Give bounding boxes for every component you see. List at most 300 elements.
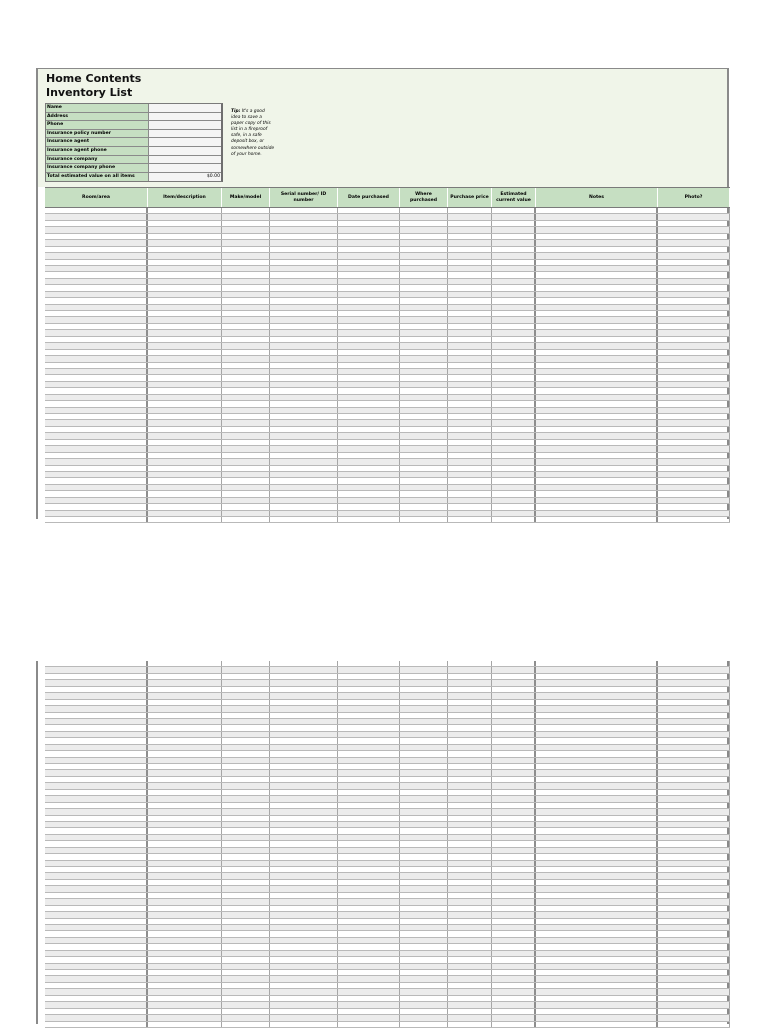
- table-cell[interactable]: [658, 880, 730, 885]
- table-cell[interactable]: [536, 854, 658, 859]
- table-cell[interactable]: [400, 912, 448, 917]
- table-cell[interactable]: [270, 459, 338, 464]
- table-cell[interactable]: [338, 783, 400, 788]
- table-cell[interactable]: [270, 783, 338, 788]
- table-cell[interactable]: [448, 745, 492, 750]
- table-cell[interactable]: [400, 401, 448, 406]
- table-cell[interactable]: [658, 466, 730, 471]
- table-cell[interactable]: [492, 401, 536, 406]
- table-cell[interactable]: [492, 1002, 536, 1007]
- table-cell[interactable]: [536, 758, 658, 763]
- table-cell[interactable]: [492, 970, 536, 975]
- table-cell[interactable]: [658, 330, 730, 335]
- table-cell[interactable]: [270, 732, 338, 737]
- table-cell[interactable]: [338, 388, 400, 393]
- table-cell[interactable]: [658, 433, 730, 438]
- table-cell[interactable]: [148, 453, 222, 458]
- table-cell[interactable]: [448, 835, 492, 840]
- table-cell[interactable]: [222, 861, 270, 866]
- table-cell[interactable]: [45, 337, 148, 342]
- table-cell[interactable]: [658, 803, 730, 808]
- table-cell[interactable]: [536, 770, 658, 775]
- table-cell[interactable]: [222, 899, 270, 904]
- table-cell[interactable]: [448, 931, 492, 936]
- table-cell[interactable]: [270, 247, 338, 252]
- table-cell[interactable]: [658, 491, 730, 496]
- table-cell[interactable]: [658, 504, 730, 509]
- table-cell[interactable]: [492, 693, 536, 698]
- table-cell[interactable]: [448, 854, 492, 859]
- table-cell[interactable]: [658, 272, 730, 277]
- table-cell[interactable]: [45, 867, 148, 872]
- table-cell[interactable]: [448, 285, 492, 290]
- table-cell[interactable]: [492, 1015, 536, 1020]
- table-cell[interactable]: [338, 401, 400, 406]
- table-cell[interactable]: [492, 687, 536, 692]
- table-cell[interactable]: [492, 350, 536, 355]
- table-cell[interactable]: [448, 861, 492, 866]
- table-cell[interactable]: [536, 803, 658, 808]
- table-cell[interactable]: [270, 498, 338, 503]
- table-cell[interactable]: [448, 848, 492, 853]
- table-cell[interactable]: [45, 466, 148, 471]
- table-cell[interactable]: [400, 674, 448, 679]
- table-cell[interactable]: [536, 240, 658, 245]
- table-cell[interactable]: [148, 886, 222, 891]
- table-cell[interactable]: [448, 375, 492, 380]
- table-cell[interactable]: [270, 208, 338, 213]
- table-cell[interactable]: [148, 356, 222, 361]
- table-cell[interactable]: [536, 388, 658, 393]
- table-cell[interactable]: [400, 796, 448, 801]
- table-cell[interactable]: [222, 511, 270, 516]
- table-cell[interactable]: [658, 260, 730, 265]
- table-cell[interactable]: [148, 221, 222, 226]
- table-cell[interactable]: [658, 835, 730, 840]
- table-cell[interactable]: [222, 234, 270, 239]
- table-cell[interactable]: [658, 208, 730, 213]
- table-cell[interactable]: [148, 667, 222, 672]
- table-cell[interactable]: [270, 337, 338, 342]
- table-cell[interactable]: [400, 459, 448, 464]
- table-cell[interactable]: [148, 790, 222, 795]
- table-cell[interactable]: [45, 459, 148, 464]
- table-cell[interactable]: [148, 661, 222, 666]
- table-cell[interactable]: [338, 758, 400, 763]
- table-cell[interactable]: [448, 893, 492, 898]
- table-cell[interactable]: [400, 240, 448, 245]
- table-cell[interactable]: [338, 453, 400, 458]
- table-cell[interactable]: [222, 350, 270, 355]
- table-cell[interactable]: [270, 240, 338, 245]
- table-cell[interactable]: [658, 725, 730, 730]
- table-cell[interactable]: [448, 816, 492, 821]
- table-cell[interactable]: [536, 517, 658, 522]
- table-cell[interactable]: [448, 356, 492, 361]
- table-cell[interactable]: [536, 919, 658, 924]
- table-cell[interactable]: [658, 738, 730, 743]
- table-cell[interactable]: [536, 446, 658, 451]
- table-cell[interactable]: [448, 828, 492, 833]
- table-cell[interactable]: [658, 796, 730, 801]
- table-cell[interactable]: [45, 989, 148, 994]
- table-cell[interactable]: [338, 976, 400, 981]
- table-cell[interactable]: [45, 951, 148, 956]
- table-cell[interactable]: [448, 337, 492, 342]
- table-cell[interactable]: [492, 989, 536, 994]
- table-cell[interactable]: [338, 343, 400, 348]
- table-cell[interactable]: [536, 253, 658, 258]
- table-cell[interactable]: [658, 408, 730, 413]
- table-cell[interactable]: [400, 893, 448, 898]
- table-cell[interactable]: [222, 925, 270, 930]
- table-cell[interactable]: [45, 485, 148, 490]
- table-cell[interactable]: [338, 880, 400, 885]
- table-cell[interactable]: [222, 976, 270, 981]
- table-cell[interactable]: [45, 770, 148, 775]
- table-cell[interactable]: [492, 453, 536, 458]
- table-cell[interactable]: [270, 298, 338, 303]
- info-value-cell[interactable]: $0.00: [149, 173, 221, 182]
- table-cell[interactable]: [222, 841, 270, 846]
- table-cell[interactable]: [658, 350, 730, 355]
- table-cell[interactable]: [400, 989, 448, 994]
- table-cell[interactable]: [148, 944, 222, 949]
- table-cell[interactable]: [658, 253, 730, 258]
- table-cell[interactable]: [658, 873, 730, 878]
- table-cell[interactable]: [492, 214, 536, 219]
- table-cell[interactable]: [222, 214, 270, 219]
- table-cell[interactable]: [492, 517, 536, 522]
- table-cell[interactable]: [45, 305, 148, 310]
- table-cell[interactable]: [400, 395, 448, 400]
- table-cell[interactable]: [400, 931, 448, 936]
- table-cell[interactable]: [492, 363, 536, 368]
- table-cell[interactable]: [658, 343, 730, 348]
- table-cell[interactable]: [492, 899, 536, 904]
- table-cell[interactable]: [400, 751, 448, 756]
- table-cell[interactable]: [658, 944, 730, 949]
- table-cell[interactable]: [400, 375, 448, 380]
- table-cell[interactable]: [222, 517, 270, 522]
- table-cell[interactable]: [148, 835, 222, 840]
- table-cell[interactable]: [400, 880, 448, 885]
- table-cell[interactable]: [448, 886, 492, 891]
- table-cell[interactable]: [658, 713, 730, 718]
- table-cell[interactable]: [536, 713, 658, 718]
- table-cell[interactable]: [658, 783, 730, 788]
- table-cell[interactable]: [400, 504, 448, 509]
- table-cell[interactable]: [448, 661, 492, 666]
- table-cell[interactable]: [400, 388, 448, 393]
- table-cell[interactable]: [492, 738, 536, 743]
- table-cell[interactable]: [45, 919, 148, 924]
- table-cell[interactable]: [148, 925, 222, 930]
- table-cell[interactable]: [400, 964, 448, 969]
- table-cell[interactable]: [536, 414, 658, 419]
- table-cell[interactable]: [400, 227, 448, 232]
- table-cell[interactable]: [492, 931, 536, 936]
- table-cell[interactable]: [492, 951, 536, 956]
- table-cell[interactable]: [222, 266, 270, 271]
- table-cell[interactable]: [222, 777, 270, 782]
- table-cell[interactable]: [400, 440, 448, 445]
- table-cell[interactable]: [448, 809, 492, 814]
- table-cell[interactable]: [536, 906, 658, 911]
- table-cell[interactable]: [536, 828, 658, 833]
- table-cell[interactable]: [222, 725, 270, 730]
- table-cell[interactable]: [400, 764, 448, 769]
- table-cell[interactable]: [536, 661, 658, 666]
- table-cell[interactable]: [148, 919, 222, 924]
- table-cell[interactable]: [536, 440, 658, 445]
- table-cell[interactable]: [222, 816, 270, 821]
- table-cell[interactable]: [45, 938, 148, 943]
- table-cell[interactable]: [400, 337, 448, 342]
- table-cell[interactable]: [270, 356, 338, 361]
- table-cell[interactable]: [270, 989, 338, 994]
- table-cell[interactable]: [492, 433, 536, 438]
- table-cell[interactable]: [448, 279, 492, 284]
- table-cell[interactable]: [448, 260, 492, 265]
- table-cell[interactable]: [658, 363, 730, 368]
- table-cell[interactable]: [492, 414, 536, 419]
- table-cell[interactable]: [448, 880, 492, 885]
- table-cell[interactable]: [45, 693, 148, 698]
- table-cell[interactable]: [222, 1009, 270, 1014]
- table-cell[interactable]: [338, 382, 400, 387]
- table-cell[interactable]: [658, 770, 730, 775]
- table-cell[interactable]: [148, 893, 222, 898]
- table-cell[interactable]: [400, 861, 448, 866]
- table-cell[interactable]: [400, 951, 448, 956]
- table-cell[interactable]: [222, 240, 270, 245]
- table-cell[interactable]: [448, 713, 492, 718]
- table-cell[interactable]: [400, 957, 448, 962]
- table-cell[interactable]: [338, 706, 400, 711]
- table-cell[interactable]: [338, 751, 400, 756]
- table-cell[interactable]: [448, 266, 492, 271]
- table-cell[interactable]: [448, 919, 492, 924]
- table-cell[interactable]: [338, 912, 400, 917]
- table-cell[interactable]: [448, 363, 492, 368]
- table-cell[interactable]: [658, 240, 730, 245]
- table-cell[interactable]: [536, 732, 658, 737]
- table-cell[interactable]: [148, 777, 222, 782]
- table-cell[interactable]: [222, 472, 270, 477]
- table-cell[interactable]: [492, 964, 536, 969]
- table-cell[interactable]: [222, 356, 270, 361]
- table-cell[interactable]: [536, 395, 658, 400]
- table-cell[interactable]: [536, 816, 658, 821]
- table-cell[interactable]: [222, 822, 270, 827]
- table-cell[interactable]: [400, 925, 448, 930]
- table-cell[interactable]: [492, 925, 536, 930]
- table-cell[interactable]: [270, 680, 338, 685]
- table-cell[interactable]: [338, 674, 400, 679]
- table-cell[interactable]: [536, 292, 658, 297]
- table-cell[interactable]: [492, 337, 536, 342]
- table-cell[interactable]: [270, 893, 338, 898]
- table-cell[interactable]: [448, 976, 492, 981]
- table-cell[interactable]: [536, 976, 658, 981]
- table-cell[interactable]: [536, 208, 658, 213]
- table-cell[interactable]: [222, 466, 270, 471]
- table-cell[interactable]: [658, 970, 730, 975]
- table-cell[interactable]: [492, 485, 536, 490]
- table-cell[interactable]: [45, 925, 148, 930]
- table-cell[interactable]: [148, 375, 222, 380]
- table-cell[interactable]: [222, 713, 270, 718]
- table-cell[interactable]: [492, 674, 536, 679]
- table-cell[interactable]: [338, 420, 400, 425]
- table-cell[interactable]: [658, 700, 730, 705]
- table-cell[interactable]: [222, 783, 270, 788]
- table-cell[interactable]: [448, 350, 492, 355]
- table-cell[interactable]: [492, 208, 536, 213]
- table-cell[interactable]: [400, 253, 448, 258]
- table-cell[interactable]: [400, 292, 448, 297]
- table-cell[interactable]: [222, 427, 270, 432]
- table-cell[interactable]: [400, 330, 448, 335]
- table-cell[interactable]: [270, 478, 338, 483]
- table-cell[interactable]: [400, 983, 448, 988]
- table-cell[interactable]: [448, 983, 492, 988]
- table-cell[interactable]: [400, 970, 448, 975]
- table-cell[interactable]: [270, 899, 338, 904]
- table-cell[interactable]: [222, 790, 270, 795]
- table-cell[interactable]: [338, 1002, 400, 1007]
- table-cell[interactable]: [338, 893, 400, 898]
- table-cell[interactable]: [400, 738, 448, 743]
- table-cell[interactable]: [536, 983, 658, 988]
- table-cell[interactable]: [400, 732, 448, 737]
- table-cell[interactable]: [45, 356, 148, 361]
- table-cell[interactable]: [338, 848, 400, 853]
- table-cell[interactable]: [270, 713, 338, 718]
- table-cell[interactable]: [222, 680, 270, 685]
- table-cell[interactable]: [400, 285, 448, 290]
- table-cell[interactable]: [400, 770, 448, 775]
- table-cell[interactable]: [148, 906, 222, 911]
- table-cell[interactable]: [148, 511, 222, 516]
- table-cell[interactable]: [45, 369, 148, 374]
- table-cell[interactable]: [338, 511, 400, 516]
- table-cell[interactable]: [400, 343, 448, 348]
- table-cell[interactable]: [400, 725, 448, 730]
- table-cell[interactable]: [658, 919, 730, 924]
- table-cell[interactable]: [492, 382, 536, 387]
- table-cell[interactable]: [492, 912, 536, 917]
- table-cell[interactable]: [148, 770, 222, 775]
- table-cell[interactable]: [270, 350, 338, 355]
- table-cell[interactable]: [536, 343, 658, 348]
- table-cell[interactable]: [338, 996, 400, 1001]
- table-cell[interactable]: [270, 375, 338, 380]
- table-cell[interactable]: [222, 317, 270, 322]
- table-cell[interactable]: [45, 408, 148, 413]
- table-cell[interactable]: [400, 298, 448, 303]
- table-cell[interactable]: [222, 996, 270, 1001]
- table-cell[interactable]: [270, 983, 338, 988]
- table-cell[interactable]: [536, 234, 658, 239]
- table-cell[interactable]: [448, 906, 492, 911]
- table-cell[interactable]: [536, 511, 658, 516]
- table-cell[interactable]: [222, 661, 270, 666]
- table-cell[interactable]: [148, 214, 222, 219]
- table-cell[interactable]: [45, 828, 148, 833]
- table-cell[interactable]: [270, 745, 338, 750]
- table-cell[interactable]: [448, 466, 492, 471]
- table-cell[interactable]: [148, 459, 222, 464]
- table-cell[interactable]: [448, 305, 492, 310]
- table-cell[interactable]: [400, 661, 448, 666]
- table-cell[interactable]: [492, 1022, 536, 1027]
- table-cell[interactable]: [536, 680, 658, 685]
- table-cell[interactable]: [448, 214, 492, 219]
- table-cell[interactable]: [222, 957, 270, 962]
- table-cell[interactable]: [536, 667, 658, 672]
- table-cell[interactable]: [658, 298, 730, 303]
- table-cell[interactable]: [492, 408, 536, 413]
- table-cell[interactable]: [492, 700, 536, 705]
- table-cell[interactable]: [148, 260, 222, 265]
- table-cell[interactable]: [400, 1022, 448, 1027]
- table-cell[interactable]: [658, 459, 730, 464]
- table-cell[interactable]: [338, 886, 400, 891]
- table-cell[interactable]: [270, 446, 338, 451]
- table-cell[interactable]: [338, 816, 400, 821]
- table-cell[interactable]: [338, 861, 400, 866]
- table-cell[interactable]: [536, 363, 658, 368]
- table-cell[interactable]: [400, 700, 448, 705]
- table-cell[interactable]: [148, 253, 222, 258]
- table-cell[interactable]: [658, 446, 730, 451]
- table-cell[interactable]: [536, 356, 658, 361]
- table-cell[interactable]: [492, 828, 536, 833]
- table-cell[interactable]: [492, 511, 536, 516]
- table-cell[interactable]: [222, 951, 270, 956]
- table-cell[interactable]: [658, 899, 730, 904]
- table-cell[interactable]: [338, 841, 400, 846]
- table-cell[interactable]: [45, 790, 148, 795]
- table-cell[interactable]: [400, 498, 448, 503]
- table-cell[interactable]: [338, 466, 400, 471]
- table-cell[interactable]: [658, 440, 730, 445]
- table-cell[interactable]: [338, 713, 400, 718]
- table-cell[interactable]: [492, 234, 536, 239]
- table-cell[interactable]: [338, 247, 400, 252]
- table-cell[interactable]: [148, 446, 222, 451]
- table-cell[interactable]: [148, 970, 222, 975]
- table-cell[interactable]: [338, 951, 400, 956]
- table-cell[interactable]: [492, 751, 536, 756]
- table-cell[interactable]: [658, 667, 730, 672]
- table-cell[interactable]: [270, 408, 338, 413]
- table-cell[interactable]: [338, 803, 400, 808]
- table-cell[interactable]: [148, 491, 222, 496]
- table-cell[interactable]: [338, 745, 400, 750]
- table-cell[interactable]: [338, 408, 400, 413]
- table-cell[interactable]: [270, 388, 338, 393]
- table-cell[interactable]: [658, 1015, 730, 1020]
- table-cell[interactable]: [270, 944, 338, 949]
- table-cell[interactable]: [400, 466, 448, 471]
- table-cell[interactable]: [148, 414, 222, 419]
- table-cell[interactable]: [222, 382, 270, 387]
- table-cell[interactable]: [536, 796, 658, 801]
- table-cell[interactable]: [658, 279, 730, 284]
